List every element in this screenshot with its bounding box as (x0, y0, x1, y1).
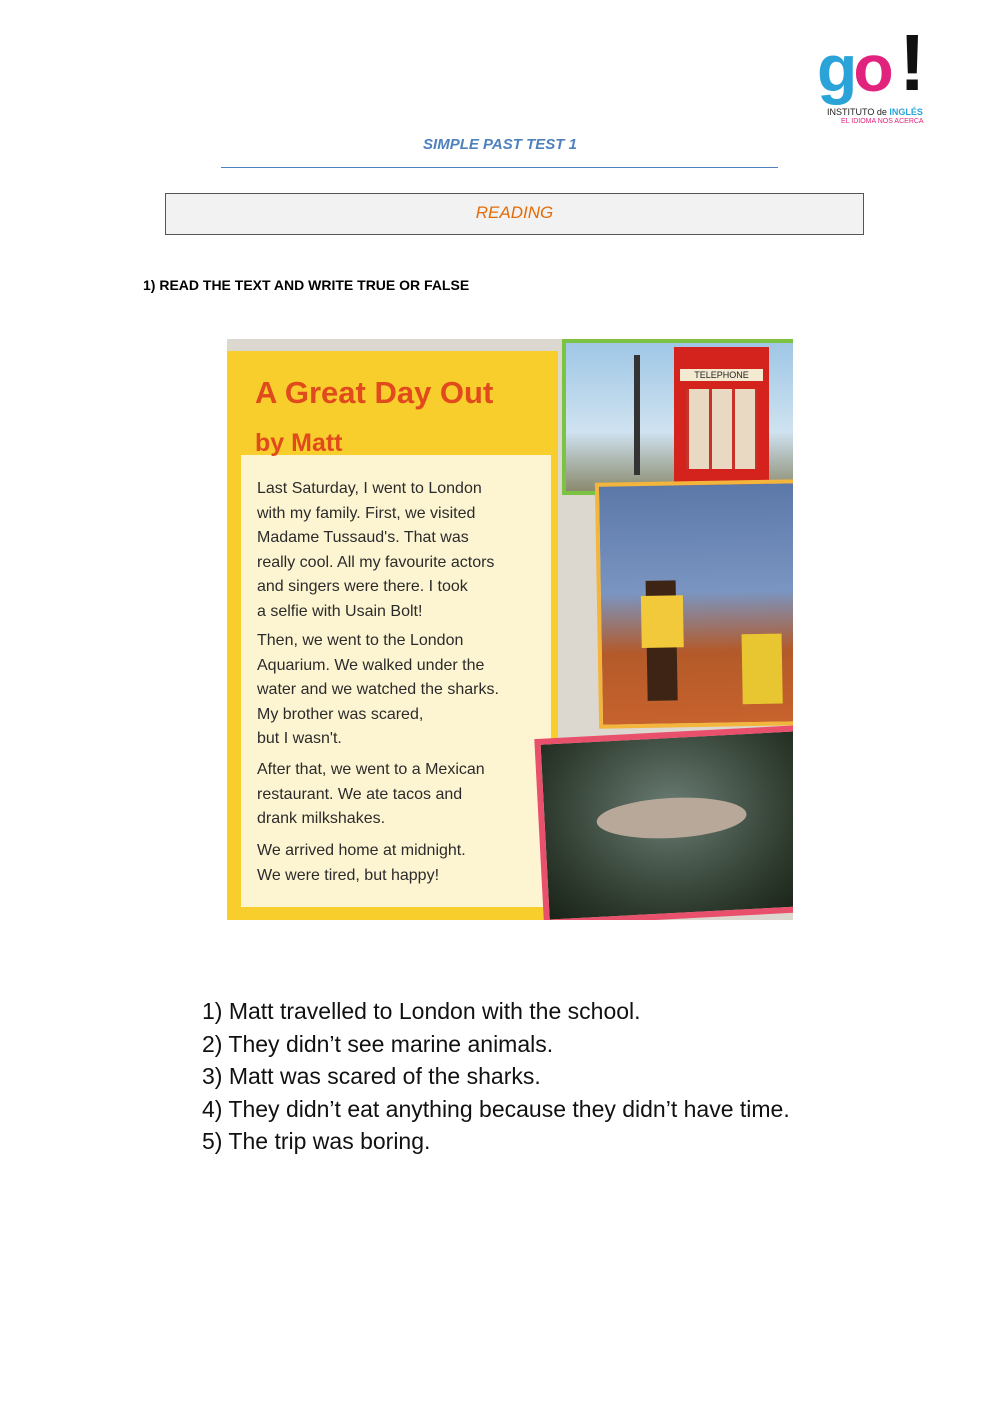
article-byline: by Matt (255, 429, 343, 457)
logo-tagline: EL IDIOMA NOS ACERCA (841, 118, 924, 125)
article-title: A Great Day Out (255, 375, 494, 410)
logo-exclaim: ! (899, 18, 926, 107)
question-item: 3) Matt was scared of the sharks. (202, 1063, 541, 1089)
exercise-instruction: 1) READ THE TEXT AND WRITE TRUE OR FALSE (143, 277, 470, 293)
street-lamp-shape (634, 355, 640, 475)
telephone-sign: TELEPHONE (680, 369, 763, 381)
logo-line1: INSTITUTO de INGLÉS (827, 107, 923, 117)
figure-shirt-shape (641, 595, 684, 648)
title-divider (221, 167, 778, 168)
test-title: SIMPLE PAST TEST 1 (423, 136, 577, 153)
usain-bolt-wax-figure-photo (595, 479, 793, 729)
scoreboard-shape (742, 634, 783, 705)
logo-wordmark: go (817, 31, 890, 105)
institute-logo (815, 18, 926, 130)
london-telephone-photo (562, 339, 793, 495)
booth-window-shape (686, 389, 757, 469)
question-item: 1) Matt travelled to London with the school. (202, 998, 641, 1024)
aquarium-shark-photo (534, 725, 793, 920)
question-item: 2) They didn’t see marine animals. (202, 1030, 554, 1057)
shark-shape (596, 794, 748, 842)
question-item: 4) They didn’t eat anything because they didn’t have time. (202, 1095, 790, 1122)
section-label: READING (475, 203, 554, 222)
article-paragraph-4: We arrived home at midnight. We were tired, but happy! (257, 842, 466, 884)
true-false-questions (202, 995, 790, 1158)
article-paragraph-1: Last Saturday, I went to London with my family. First, we visited Madame Tussaud's. That was really cool. All my favourite actors and singers were there. I took a selfie with Usain Bolt! (257, 480, 495, 620)
article-paragraph-3: After that, we went to a Mexican restaurant. We ate tacos and drank milkshakes. (257, 761, 485, 827)
article-paragraph-2: Then, we went to the London Aquarium. We walked under the water and we watched the sharks. My brother was scared, but I wasn't. (257, 632, 499, 747)
section-header-box (165, 193, 864, 235)
telephone-booth-shape (674, 347, 769, 487)
reading-text-image (227, 339, 793, 920)
question-item: 5) The trip was boring. (202, 1128, 431, 1154)
